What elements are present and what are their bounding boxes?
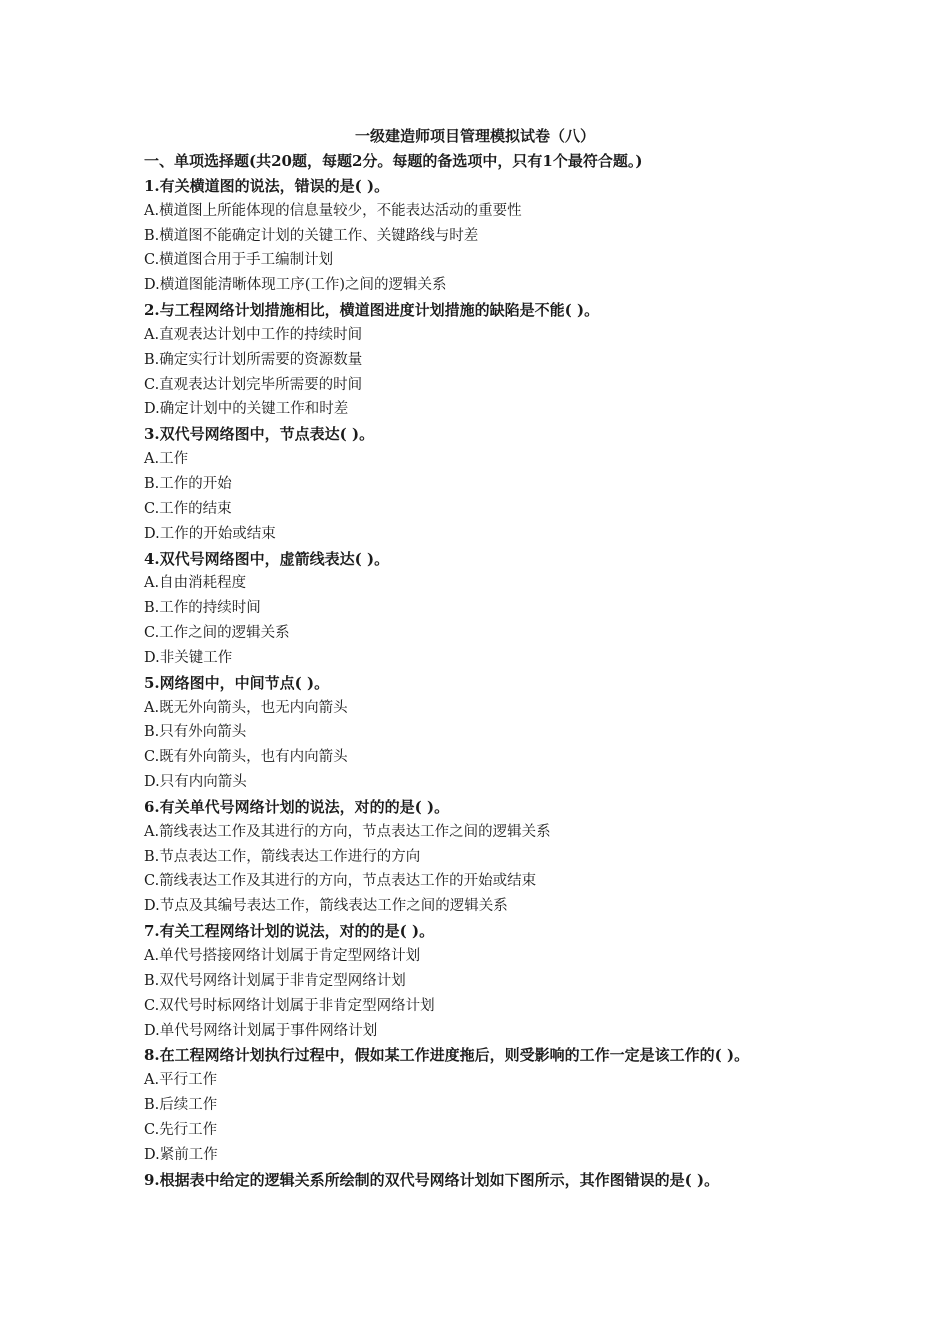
question-text: 8.在工程网络计划执行过程中，假如某工作进度拖后，则受影响的工作一定是该工作的( )。 [144,1046,750,1065]
question-block-2 [144,298,824,422]
option-d: D.节点及其编号表达工作，箭线表达工作之间的逻辑关系 [144,898,508,915]
option-b: B.节点表达工作，箭线表达工作进行的方向 [144,848,421,865]
option-d: D.紧前工作 [144,1146,218,1163]
question-text: 5.网络图中，中间节点( )。 [144,673,330,692]
option-d: D.只有内向箭头 [144,774,247,791]
option-a: A.既无外向箭头，也无内向箭头 [144,699,348,716]
question-text: 6.有关单代号网络计划的说法，对的的是( )。 [144,797,450,816]
option-c: C.工作之间的逻辑关系 [144,625,290,642]
option-b: B.确定实行计划所需要的资源数量 [144,351,363,368]
question-block-8 [144,1043,824,1167]
option-c: C.直观表达计划完毕所需要的时间 [144,376,363,393]
option-c: C.双代号时标网络计划属于非肯定型网络计划 [144,997,435,1014]
document-title: 一级建造师项目管理模拟试卷（八） [354,127,595,145]
option-d: D.确定计划中的关键工作和时差 [144,401,349,418]
document-body [144,149,824,1192]
option-d: D.单代号网络计划属于事件网络计划 [144,1022,378,1039]
option-c: C.箭线表达工作及其进行的方向，节点表达工作的开始或结束 [144,873,537,890]
option-b: B.后续工作 [144,1097,218,1114]
section-heading: 一、单项选择题(共20题，每题2分。每题的备选项中，只有1个最符合题。) [144,152,643,170]
option-d: D.非关键工作 [144,649,233,666]
question-text: 3.双代号网络图中，节点表达( )。 [144,425,375,444]
option-b: B.工作的开始 [144,475,232,492]
option-d: D.横道图能清晰体现工序(工作)之间的逻辑关系 [144,277,447,294]
option-d: D.工作的开始或结束 [144,525,276,542]
option-c: C.既有外向箭头，也有内向箭头 [144,749,348,766]
option-b: B.横道图不能确定计划的关键工作、关键路线与时差 [144,227,479,244]
option-a: A.箭线表达工作及其进行的方向，节点表达工作之间的逻辑关系 [144,823,551,840]
option-a: A.自由消耗程度 [144,575,247,592]
question-text: 1.有关横道图的说法，错误的是( )。 [144,176,390,195]
question-block-3 [144,422,824,546]
option-b: B.工作的持续时间 [144,600,261,617]
option-b: B.双代号网络计划属于非肯定型网络计划 [144,972,406,989]
option-b: B.只有外向箭头 [144,724,247,741]
question-text: 7.有关工程网络计划的说法，对的的是( )。 [144,922,435,941]
option-a: A.工作 [144,451,189,468]
question-block-1 [144,174,824,298]
question-block-4 [144,547,824,671]
option-c: C.工作的结束 [144,500,232,517]
option-c: C.先行工作 [144,1121,218,1138]
question-block-7 [144,919,824,1043]
question-text: 2.与工程网络计划措施相比，横道图进度计划措施的缺陷是不能( )。 [144,301,600,320]
option-a: A.平行工作 [144,1072,218,1089]
option-a: A.直观表达计划中工作的持续时间 [144,326,363,343]
option-c: C.横道图合用于手工编制计划 [144,252,334,269]
option-a: A.横道图上所能体现的信息量较少，不能表达活动的重要性 [144,202,522,219]
question-block-5 [144,671,824,795]
question-text: 9.根据表中给定的逻辑关系所绘制的双代号网络计划如下图所示，其作图错误的是( )。 [144,1170,720,1189]
question-block-9 [144,1168,824,1193]
question-block-6 [144,795,824,919]
option-a: A.单代号搭接网络计划属于肯定型网络计划 [144,948,421,964]
question-text: 4.双代号网络图中，虚箭线表达( )。 [144,549,390,568]
